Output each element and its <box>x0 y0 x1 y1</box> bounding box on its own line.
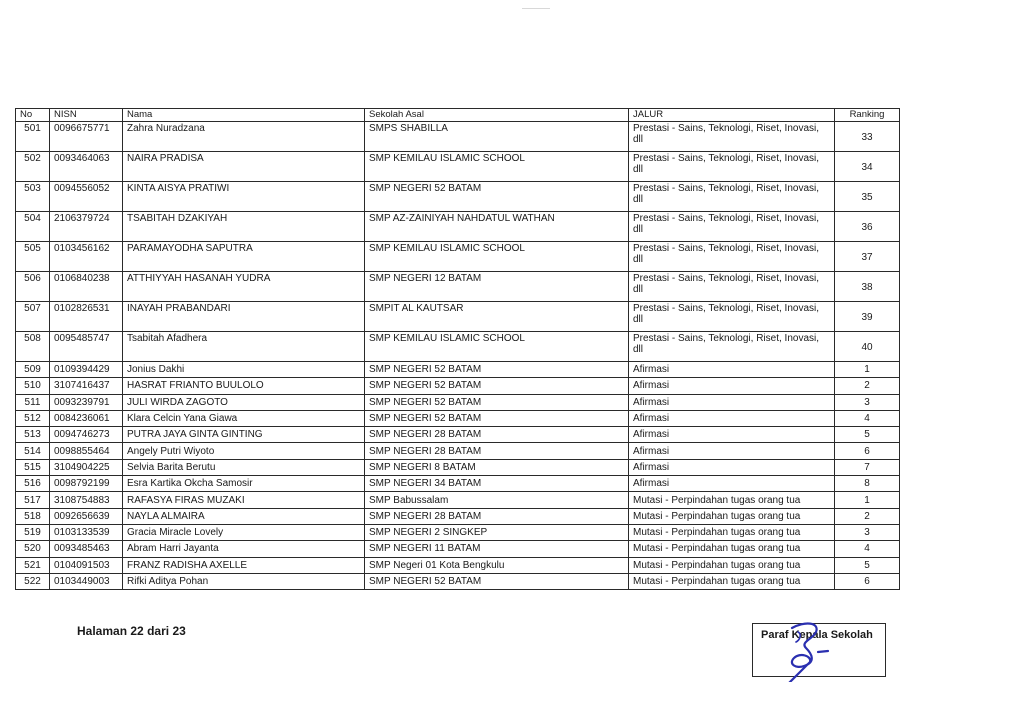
cell-nama: PUTRA JAYA GINTA GINTING <box>123 427 365 443</box>
cell-nisn: 2106379724 <box>50 212 123 242</box>
cell-nisn: 0106840238 <box>50 272 123 302</box>
cell-no: 508 <box>16 332 50 362</box>
table-row <box>16 182 900 212</box>
cell-no: 514 <box>16 443 50 459</box>
table-header-row <box>16 109 900 122</box>
table-row <box>16 362 900 378</box>
cell-jalur: Afirmasi <box>629 459 835 475</box>
cell-jalur: Prestasi - Sains, Teknologi, Riset, Inovasi, dll <box>629 182 835 212</box>
cell-sekolah: SMPIT AL KAUTSAR <box>365 302 629 332</box>
cell-sekolah: SMP KEMILAU ISLAMIC SCHOOL <box>365 152 629 182</box>
cell-jalur: Afirmasi <box>629 476 835 492</box>
cell-no: 504 <box>16 212 50 242</box>
table-row <box>16 378 900 394</box>
cell-sekolah: SMP NEGERI 52 BATAM <box>365 394 629 410</box>
cell-nisn: 0103133539 <box>50 524 123 540</box>
scan-mark <box>522 8 550 9</box>
cell-jalur: Prestasi - Sains, Teknologi, Riset, Inovasi, dll <box>629 212 835 242</box>
cell-sekolah: SMP NEGERI 28 BATAM <box>365 443 629 459</box>
cell-ranking: 4 <box>835 410 900 426</box>
cell-nama: Abram Harri Jayanta <box>123 541 365 557</box>
cell-jalur: Prestasi - Sains, Teknologi, Riset, Inovasi, dll <box>629 302 835 332</box>
cell-nisn: 0094746273 <box>50 427 123 443</box>
cell-no: 502 <box>16 152 50 182</box>
cell-nama: NAYLA ALMAIRA <box>123 508 365 524</box>
page-total: 23 <box>172 624 186 638</box>
cell-ranking: 7 <box>835 459 900 475</box>
cell-jalur: Afirmasi <box>629 410 835 426</box>
cell-nama: KINTA AISYA PRATIWI <box>123 182 365 212</box>
page-prefix: Halaman <box>77 624 128 638</box>
cell-jalur: Prestasi - Sains, Teknologi, Riset, Inovasi, dll <box>629 152 835 182</box>
cell-no: 512 <box>16 410 50 426</box>
cell-sekolah: SMP NEGERI 34 BATAM <box>365 476 629 492</box>
cell-ranking: 5 <box>835 427 900 443</box>
cell-nisn: 0103449003 <box>50 573 123 589</box>
cell-sekolah: SMPS SHABILLA <box>365 122 629 152</box>
cell-sekolah: SMP NEGERI 52 BATAM <box>365 182 629 212</box>
table-row <box>16 410 900 426</box>
cell-nisn: 0098855464 <box>50 443 123 459</box>
table-row <box>16 573 900 589</box>
cell-nama: PARAMAYODHA SAPUTRA <box>123 242 365 272</box>
cell-nisn: 0084236061 <box>50 410 123 426</box>
cell-no: 503 <box>16 182 50 212</box>
cell-nama: Klara Celcin Yana Giawa <box>123 410 365 426</box>
cell-jalur: Mutasi - Perpindahan tugas orang tua <box>629 508 835 524</box>
cell-sekolah: SMP Negeri 01 Kota Bengkulu <box>365 557 629 573</box>
cell-sekolah: SMP NEGERI 52 BATAM <box>365 410 629 426</box>
cell-jalur: Mutasi - Perpindahan tugas orang tua <box>629 524 835 540</box>
cell-sekolah: SMP NEGERI 28 BATAM <box>365 427 629 443</box>
table-row <box>16 427 900 443</box>
cell-ranking: 2 <box>835 378 900 394</box>
cell-sekolah: SMP Babussalam <box>365 492 629 508</box>
cell-no: 519 <box>16 524 50 540</box>
cell-ranking: 5 <box>835 557 900 573</box>
cell-ranking: 4 <box>835 541 900 557</box>
cell-nisn: 3107416437 <box>50 378 123 394</box>
signature-icon <box>770 612 840 682</box>
cell-ranking: 2 <box>835 508 900 524</box>
cell-nama: INAYAH PRABANDARI <box>123 302 365 332</box>
cell-no: 521 <box>16 557 50 573</box>
table-row <box>16 541 900 557</box>
cell-ranking: 1 <box>835 362 900 378</box>
cell-jalur: Mutasi - Perpindahan tugas orang tua <box>629 492 835 508</box>
cell-no: 522 <box>16 573 50 589</box>
cell-nisn: 3104904225 <box>50 459 123 475</box>
cell-jalur: Prestasi - Sains, Teknologi, Riset, Inovasi, dll <box>629 332 835 362</box>
cell-no: 507 <box>16 302 50 332</box>
cell-ranking: 35 <box>835 182 900 212</box>
cell-nisn: 0104091503 <box>50 557 123 573</box>
cell-nisn: 0093239791 <box>50 394 123 410</box>
cell-jalur: Afirmasi <box>629 394 835 410</box>
cell-nisn: 0102826531 <box>50 302 123 332</box>
cell-ranking: 38 <box>835 272 900 302</box>
cell-nama: Zahra Nuradzana <box>123 122 365 152</box>
table-row <box>16 302 900 332</box>
cell-jalur: Afirmasi <box>629 362 835 378</box>
cell-ranking: 37 <box>835 242 900 272</box>
cell-ranking: 33 <box>835 122 900 152</box>
cell-nisn: 0094556052 <box>50 182 123 212</box>
cell-no: 513 <box>16 427 50 443</box>
table-row <box>16 272 900 302</box>
cell-nama: NAIRA PRADISA <box>123 152 365 182</box>
cell-sekolah: SMP NEGERI 52 BATAM <box>365 573 629 589</box>
cell-no: 520 <box>16 541 50 557</box>
cell-nisn: 0096675771 <box>50 122 123 152</box>
cell-ranking: 36 <box>835 212 900 242</box>
cell-nama: Gracia Miracle Lovely <box>123 524 365 540</box>
page-indicator <box>77 624 186 638</box>
cell-sekolah: SMP NEGERI 52 BATAM <box>365 378 629 394</box>
cell-nisn: 0093464063 <box>50 152 123 182</box>
table-row <box>16 443 900 459</box>
table-row <box>16 242 900 272</box>
cell-nama: Angely Putri Wiyoto <box>123 443 365 459</box>
student-table <box>15 108 900 590</box>
cell-no: 517 <box>16 492 50 508</box>
cell-jalur: Mutasi - Perpindahan tugas orang tua <box>629 541 835 557</box>
table-row <box>16 476 900 492</box>
sign-label: Paraf Kepala Sekolah <box>761 629 873 641</box>
cell-no: 505 <box>16 242 50 272</box>
cell-jalur: Mutasi - Perpindahan tugas orang tua <box>629 573 835 589</box>
cell-sekolah: SMP KEMILAU ISLAMIC SCHOOL <box>365 332 629 362</box>
cell-jalur: Mutasi - Perpindahan tugas orang tua <box>629 557 835 573</box>
cell-no: 501 <box>16 122 50 152</box>
cell-no: 509 <box>16 362 50 378</box>
cell-jalur: Afirmasi <box>629 443 835 459</box>
cell-no: 506 <box>16 272 50 302</box>
cell-jalur: Afirmasi <box>629 378 835 394</box>
cell-no: 511 <box>16 394 50 410</box>
header-nama: Nama <box>123 109 365 122</box>
cell-nama: Jonius Dakhi <box>123 362 365 378</box>
table-row <box>16 508 900 524</box>
cell-sekolah: SMP NEGERI 8 BATAM <box>365 459 629 475</box>
header-ranking: Ranking <box>835 109 900 122</box>
cell-nama: Selvia Barita Berutu <box>123 459 365 475</box>
cell-ranking: 1 <box>835 492 900 508</box>
cell-sekolah: SMP NEGERI 52 BATAM <box>365 362 629 378</box>
cell-no: 518 <box>16 508 50 524</box>
cell-nama: HASRAT FRIANTO BUULOLO <box>123 378 365 394</box>
table-row <box>16 459 900 475</box>
table-row <box>16 394 900 410</box>
header-sekolah-asal: Sekolah Asal <box>365 109 629 122</box>
table-row <box>16 212 900 242</box>
cell-ranking: 40 <box>835 332 900 362</box>
cell-ranking: 6 <box>835 573 900 589</box>
cell-ranking: 3 <box>835 394 900 410</box>
cell-nama: TSABITAH DZAKIYAH <box>123 212 365 242</box>
header-nisn: NISN <box>50 109 123 122</box>
cell-nama: FRANZ RADISHA AXELLE <box>123 557 365 573</box>
cell-jalur: Afirmasi <box>629 427 835 443</box>
cell-jalur: Prestasi - Sains, Teknologi, Riset, Inovasi, dll <box>629 242 835 272</box>
cell-nama: Rifki Aditya Pohan <box>123 573 365 589</box>
cell-nama: Esra Kartika Okcha Samosir <box>123 476 365 492</box>
header-no: No <box>16 109 50 122</box>
cell-no: 516 <box>16 476 50 492</box>
cell-sekolah: SMP NEGERI 12 BATAM <box>365 272 629 302</box>
cell-nisn: 0092656639 <box>50 508 123 524</box>
cell-nisn: 0095485747 <box>50 332 123 362</box>
page-mid: dari <box>147 624 170 638</box>
table-row <box>16 524 900 540</box>
cell-nama: JULI WIRDA ZAGOTO <box>123 394 365 410</box>
table-body <box>16 122 900 590</box>
table-row <box>16 122 900 152</box>
cell-no: 515 <box>16 459 50 475</box>
table-row <box>16 332 900 362</box>
cell-sekolah: SMP AZ-ZAINIYAH NAHDATUL WATHAN <box>365 212 629 242</box>
cell-jalur: Prestasi - Sains, Teknologi, Riset, Inovasi, dll <box>629 272 835 302</box>
cell-ranking: 6 <box>835 443 900 459</box>
header-jalur: JALUR <box>629 109 835 122</box>
cell-nisn: 3108754883 <box>50 492 123 508</box>
cell-ranking: 34 <box>835 152 900 182</box>
cell-sekolah: SMP NEGERI 11 BATAM <box>365 541 629 557</box>
cell-nisn: 0098792199 <box>50 476 123 492</box>
cell-jalur: Prestasi - Sains, Teknologi, Riset, Inovasi, dll <box>629 122 835 152</box>
table-row <box>16 492 900 508</box>
cell-ranking: 39 <box>835 302 900 332</box>
page-current: 22 <box>130 624 144 638</box>
cell-nama: Tsabitah Afadhera <box>123 332 365 362</box>
table-row <box>16 557 900 573</box>
cell-ranking: 3 <box>835 524 900 540</box>
cell-nama: ATTHIYYAH HASANAH YUDRA <box>123 272 365 302</box>
cell-sekolah: SMP NEGERI 28 BATAM <box>365 508 629 524</box>
cell-ranking: 8 <box>835 476 900 492</box>
cell-nisn: 0093485463 <box>50 541 123 557</box>
cell-sekolah: SMP KEMILAU ISLAMIC SCHOOL <box>365 242 629 272</box>
cell-no: 510 <box>16 378 50 394</box>
cell-nisn: 0109394429 <box>50 362 123 378</box>
table-row <box>16 152 900 182</box>
cell-nama: RAFASYA FIRAS MUZAKI <box>123 492 365 508</box>
cell-nisn: 0103456162 <box>50 242 123 272</box>
cell-sekolah: SMP NEGERI 2 SINGKEP <box>365 524 629 540</box>
